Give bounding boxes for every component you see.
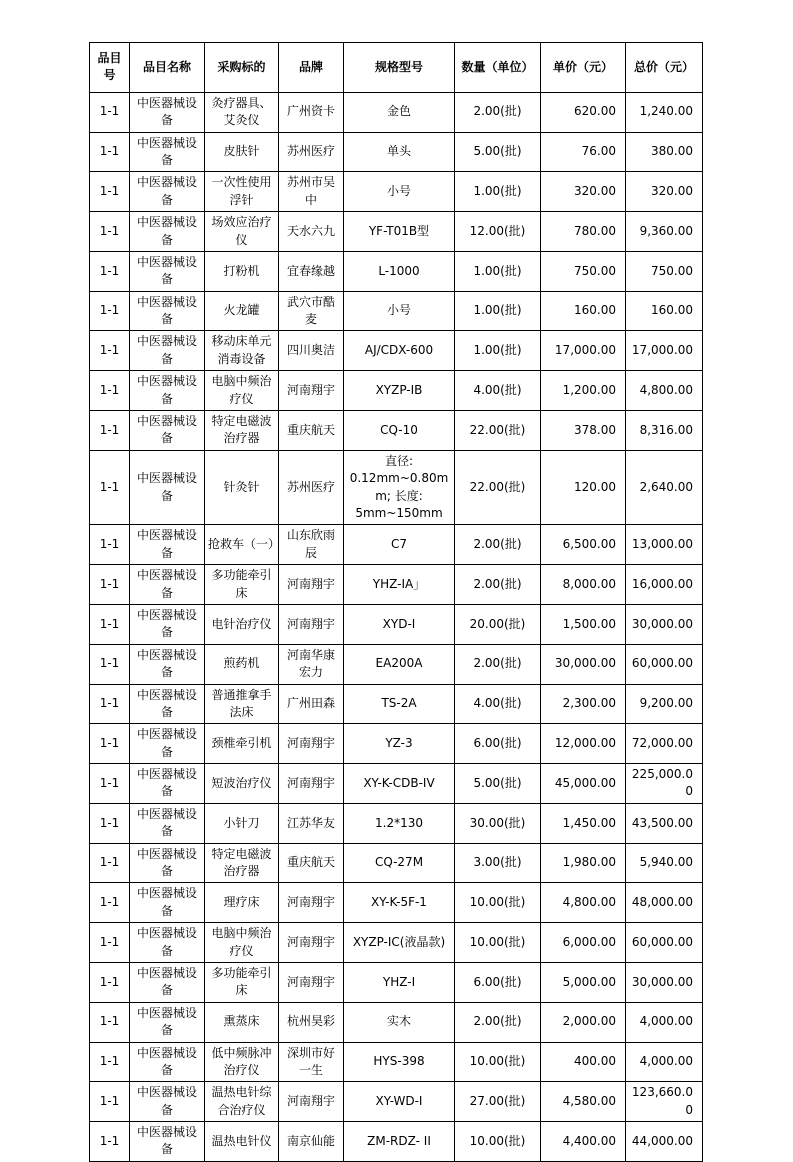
table-cell: 中医器械设备 [130,883,205,923]
table-cell: 4,800.00 [626,371,703,411]
table-cell: 1-1 [90,251,130,291]
table-cell: 场效应治疗仪 [205,212,279,252]
table-cell: 移动床单元消毒设备 [205,331,279,371]
table-row [90,843,703,883]
table-cell: 金色 [344,92,455,132]
table-cell: 中医器械设备 [130,92,205,132]
column-header: 单价（元） [541,43,626,93]
table-cell: 48,000.00 [626,883,703,923]
table-cell: 中医器械设备 [130,1002,205,1042]
table-cell: 中医器械设备 [130,843,205,883]
table-cell: 四川奥洁 [279,331,344,371]
table-cell: 1-1 [90,331,130,371]
table-cell: 4,800.00 [541,883,626,923]
table-cell: 400.00 [541,1042,626,1082]
table-cell: 1.00(批) [455,291,541,331]
table-cell: 煎药机 [205,644,279,684]
table-cell: 河南翔宇 [279,883,344,923]
table-cell: 380.00 [626,132,703,172]
table-cell: 温热电针综合治疗仪 [205,1082,279,1122]
table-cell: 广州田森 [279,684,344,724]
table-cell: 1.2*130 [344,803,455,843]
table-cell: 1,980.00 [541,843,626,883]
table-cell: 皮肤针 [205,132,279,172]
table-cell: 22.00(批) [455,450,541,525]
table-cell: 1-1 [90,724,130,764]
table-cell: 熏蒸床 [205,1002,279,1042]
table-cell: 1-1 [90,371,130,411]
table-row [90,883,703,923]
table-row [90,724,703,764]
table-cell: 5.00(批) [455,764,541,804]
table-cell: 中医器械设备 [130,251,205,291]
table-cell: 多功能牵引床 [205,962,279,1002]
table-cell: 4.00(批) [455,684,541,724]
table-cell: 中医器械设备 [130,803,205,843]
table-row [90,962,703,1002]
table-cell: 1,450.00 [541,803,626,843]
table-cell: 1.00(批) [455,172,541,212]
column-header: 品牌 [279,43,344,93]
table-cell: 1-1 [90,411,130,451]
table-cell: 72,000.00 [626,724,703,764]
table-cell: 天水六九 [279,212,344,252]
table-cell: 特定电磁波治疗器 [205,411,279,451]
table-row [90,565,703,605]
table-cell: 河南翔宇 [279,923,344,963]
table-cell: 电脑中频治疗仪 [205,923,279,963]
table-cell: 17,000.00 [626,331,703,371]
table-cell: 中医器械设备 [130,962,205,1002]
table-cell: 16,000.00 [626,565,703,605]
table-cell: 中医器械设备 [130,172,205,212]
column-header: 总价（元） [626,43,703,93]
table-cell: 4.00(批) [455,371,541,411]
table-cell: XY-K-CDB-IV [344,764,455,804]
table-cell: 750.00 [626,251,703,291]
table-cell: 1-1 [90,604,130,644]
column-header: 规格型号 [344,43,455,93]
table-cell: 6,500.00 [541,525,626,565]
table-cell: 1-1 [90,450,130,525]
table-cell: 山东欣雨辰 [279,525,344,565]
table-cell: 颈椎牵引机 [205,724,279,764]
table-cell: 30,000.00 [541,644,626,684]
table-cell: 江苏华友 [279,803,344,843]
table-cell: ZM-RDZ- II [344,1122,455,1162]
table-row [90,450,703,525]
table-cell: 4,000.00 [626,1002,703,1042]
table-cell: 13,000.00 [626,525,703,565]
table-cell: 中医器械设备 [130,644,205,684]
table-cell: 武穴市酷麦 [279,291,344,331]
table-cell: 抢救车（一） [205,525,279,565]
table-row [90,1122,703,1162]
table-cell: 河南翔宇 [279,724,344,764]
table-cell: 中医器械设备 [130,291,205,331]
table-row [90,1002,703,1042]
table-row [90,803,703,843]
table-cell: 1-1 [90,843,130,883]
table-cell: 电脑中频治疗仪 [205,371,279,411]
table-cell: 河南翔宇 [279,604,344,644]
table-cell: 20.00(批) [455,604,541,644]
table-cell: EA200A [344,644,455,684]
table-cell: 河南翔宇 [279,962,344,1002]
table-cell: 实木 [344,1002,455,1042]
table-cell: C7 [344,525,455,565]
table-cell: AJ/CDX-600 [344,331,455,371]
table-cell: 中医器械设备 [130,604,205,644]
table-cell: 1.00(批) [455,251,541,291]
table-cell: 中医器械设备 [130,132,205,172]
table-cell: HYS-398 [344,1042,455,1082]
table-cell: 1-1 [90,962,130,1002]
table-cell: 河南华康宏力 [279,644,344,684]
table-cell: 中医器械设备 [130,684,205,724]
table-cell: 76.00 [541,132,626,172]
table-header [90,43,703,93]
table-cell: 1-1 [90,1122,130,1162]
table-cell: 9,200.00 [626,684,703,724]
table-cell: 22.00(批) [455,411,541,451]
table-cell: 小号 [344,291,455,331]
table-row [90,291,703,331]
table-cell: 5,940.00 [626,843,703,883]
table-cell: 10.00(批) [455,1122,541,1162]
table-row [90,764,703,804]
table-cell: 750.00 [541,251,626,291]
table-cell: XY-K-5F-1 [344,883,455,923]
table-row [90,923,703,963]
table-cell: 225,000.00 [626,764,703,804]
table-cell: 780.00 [541,212,626,252]
table-cell: 1,200.00 [541,371,626,411]
table-cell: 杭州昊彩 [279,1002,344,1042]
table-cell: 南京仙能 [279,1122,344,1162]
table-cell: 中医器械设备 [130,1042,205,1082]
table-cell: 1-1 [90,525,130,565]
table-cell: 苏州医疗 [279,132,344,172]
column-header: 采购标的 [205,43,279,93]
table-cell: 中医器械设备 [130,525,205,565]
table-cell: 30.00(批) [455,803,541,843]
table-cell: 1-1 [90,1082,130,1122]
table-cell: 620.00 [541,92,626,132]
table-cell: 2.00(批) [455,644,541,684]
table-cell: 苏州市吴中 [279,172,344,212]
table-cell: 1-1 [90,565,130,605]
table-cell: 针灸针 [205,450,279,525]
table-cell: 打粉机 [205,251,279,291]
table-cell: 中医器械设备 [130,371,205,411]
table-cell: 中医器械设备 [130,331,205,371]
table-cell: 1-1 [90,291,130,331]
table-cell: 1-1 [90,764,130,804]
table-cell: 120.00 [541,450,626,525]
table-cell: 8,000.00 [541,565,626,605]
table-cell: L-1000 [344,251,455,291]
table-cell: 160.00 [541,291,626,331]
table-cell: 160.00 [626,291,703,331]
table-body [90,92,703,1161]
table-cell: 9,360.00 [626,212,703,252]
table-cell: 2.00(批) [455,1002,541,1042]
table-cell: 温热电针仪 [205,1122,279,1162]
table-row [90,371,703,411]
table-cell: 中医器械设备 [130,411,205,451]
table-cell: 2.00(批) [455,565,541,605]
table-cell: 单头 [344,132,455,172]
table-cell: 灸疗器具、艾灸仪 [205,92,279,132]
header-row [90,43,703,93]
table-cell: 6.00(批) [455,962,541,1002]
table-cell: 8,316.00 [626,411,703,451]
table-cell: 普通推拿手法床 [205,684,279,724]
table-cell: 44,000.00 [626,1122,703,1162]
table-cell: 320.00 [626,172,703,212]
table-cell: YHZ-IA」 [344,565,455,605]
table-cell: 43,500.00 [626,803,703,843]
table-cell: YF-T01B型 [344,212,455,252]
table-cell: 10.00(批) [455,1042,541,1082]
table-cell: CQ-10 [344,411,455,451]
table-cell: 电针治疗仪 [205,604,279,644]
table-cell: 1-1 [90,684,130,724]
column-header: 数量（单位） [455,43,541,93]
column-header: 品目号 [90,43,130,93]
table-cell: 1-1 [90,883,130,923]
table-cell: 30,000.00 [626,962,703,1002]
table-cell: 中医器械设备 [130,923,205,963]
column-header: 品目名称 [130,43,205,93]
table-cell: 1-1 [90,803,130,843]
table-cell: 4,000.00 [626,1042,703,1082]
table-row [90,251,703,291]
table-cell: 2,300.00 [541,684,626,724]
table-cell: 特定电磁波治疗器 [205,843,279,883]
table-cell: 1-1 [90,92,130,132]
table-cell: XYD-I [344,604,455,644]
table-cell: XYZP-IC(液晶款) [344,923,455,963]
table-cell: 中医器械设备 [130,724,205,764]
table-cell: 中医器械设备 [130,764,205,804]
table-cell: 2.00(批) [455,525,541,565]
table-cell: 中医器械设备 [130,1082,205,1122]
table-row [90,132,703,172]
table-cell: 6.00(批) [455,724,541,764]
table-row [90,1042,703,1082]
table-row [90,684,703,724]
table-cell: 6,000.00 [541,923,626,963]
table-cell: 1-1 [90,1042,130,1082]
table-cell: 12.00(批) [455,212,541,252]
table-cell: 理疗床 [205,883,279,923]
table-cell: 多功能牵引床 [205,565,279,605]
table-cell: TS-2A [344,684,455,724]
table-cell: 低中频脉冲治疗仪 [205,1042,279,1082]
table-cell: 1-1 [90,644,130,684]
table-cell: 火龙罐 [205,291,279,331]
table-cell: 1,500.00 [541,604,626,644]
table-cell: 1-1 [90,172,130,212]
table-cell: 4,580.00 [541,1082,626,1122]
table-cell: 中医器械设备 [130,212,205,252]
table-cell: 重庆航天 [279,843,344,883]
table-cell: CQ-27M [344,843,455,883]
table-cell: 短波治疗仪 [205,764,279,804]
table-cell: 中医器械设备 [130,450,205,525]
table-cell: 小号 [344,172,455,212]
table-cell: 河南翔宇 [279,1082,344,1122]
table-cell: 1-1 [90,923,130,963]
table-cell: 1,240.00 [626,92,703,132]
table-cell: 广州资卡 [279,92,344,132]
table-cell: YZ-3 [344,724,455,764]
table-cell: 10.00(批) [455,923,541,963]
procurement-table [89,42,703,1162]
table-cell: 60,000.00 [626,644,703,684]
table-row [90,331,703,371]
table-cell: 2.00(批) [455,92,541,132]
table-cell: 苏州医疗 [279,450,344,525]
table-cell: 1.00(批) [455,331,541,371]
table-row [90,172,703,212]
table-row [90,212,703,252]
table-cell: XYZP-IB [344,371,455,411]
table-cell: 45,000.00 [541,764,626,804]
table-cell: 320.00 [541,172,626,212]
table-cell: 10.00(批) [455,883,541,923]
table-cell: 123,660.00 [626,1082,703,1122]
table-cell: 重庆航天 [279,411,344,451]
table-cell: 27.00(批) [455,1082,541,1122]
table-cell: 2,640.00 [626,450,703,525]
table-row [90,644,703,684]
table-cell: 1-1 [90,212,130,252]
table-cell: 5,000.00 [541,962,626,1002]
table-cell: 深圳市好一生 [279,1042,344,1082]
table-row [90,525,703,565]
table-cell: 河南翔宇 [279,764,344,804]
table-cell: 2,000.00 [541,1002,626,1042]
table-cell: 河南翔宇 [279,371,344,411]
table-cell: 5.00(批) [455,132,541,172]
table-row [90,411,703,451]
table-cell: 中医器械设备 [130,1122,205,1162]
table-cell: XY-WD-I [344,1082,455,1122]
table-cell: 3.00(批) [455,843,541,883]
table-cell: 小针刀 [205,803,279,843]
table-cell: 1-1 [90,1002,130,1042]
table-cell: 17,000.00 [541,331,626,371]
table-cell: 河南翔宇 [279,565,344,605]
table-cell: 直径: 0.12mm~0.80mm; 长度: 5mm~150mm [344,450,455,525]
table-cell: 12,000.00 [541,724,626,764]
table-cell: 1-1 [90,132,130,172]
table-cell: 60,000.00 [626,923,703,963]
table-cell: 30,000.00 [626,604,703,644]
table-cell: 中医器械设备 [130,565,205,605]
table-cell: 378.00 [541,411,626,451]
table-cell: YHZ-I [344,962,455,1002]
table-cell: 4,400.00 [541,1122,626,1162]
table-cell: 一次性使用浮针 [205,172,279,212]
table-cell: 宜春缘越 [279,251,344,291]
table-row [90,604,703,644]
table-row [90,1082,703,1122]
table-row [90,92,703,132]
